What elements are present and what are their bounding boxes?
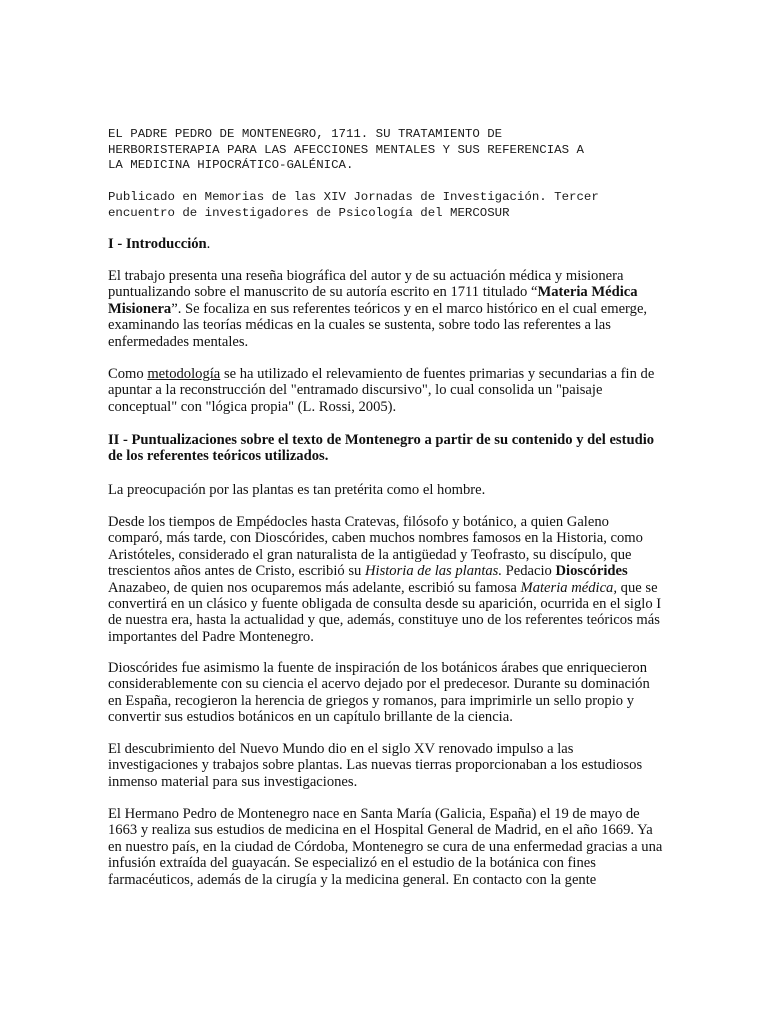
s2p2-text-b: Pedacio [502, 563, 556, 580]
section-1-heading [108, 236, 663, 252]
section-2-heading: II - Puntualizaciones sobre el texto de Montenegro a partir de su contenido y del estudio de los referentes teóricos utilizados. [108, 432, 655, 465]
s2p2-text-c: Anazabeo, de quien nos ocuparemos más adelante, escribió su famosa [108, 579, 521, 596]
section-2-paragraph-5: El Hermano Pedro de Montenegro nace en Santa María (Galicia, España) el 19 de mayo de 1663 y realiza sus estudios de medicina en el Hospital General de Madrid, en el año 1669. Ya en nuestro país, en la ciudad de Córdoba, Montenegro se cura de una enfermedad gracias a una infusión extraída del guayacán. Se especializó en el estudio de la botánica con fines farmacéuticos, además de la cirugía y la medicina general. En contacto con la gente [108, 806, 663, 888]
s1p2-text-a: Como [108, 366, 148, 382]
s1p2-text-b: se ha utilizado el relevamiento de fuentes primarias y secundarias a fin de apuntar a la reconstrucción del "entramado discursivo", lo cual consolida un "paisaje conceptual" con "lógica propia" (L. Rossi, 2005). [108, 366, 655, 415]
document-title [108, 127, 708, 174]
publication-note [108, 190, 708, 221]
publication-line-1: Publicado en Memorias de las XIV Jornadas de Investigación. Tercer [108, 190, 599, 204]
section-1-heading-period: . [206, 236, 211, 252]
section-2-paragraph-1: La preocupación por las plantas es tan pretérita como el hombre. [108, 482, 486, 498]
s2p2-italic-materia: Materia médica, [520, 579, 618, 596]
title-line-1: EL PADRE PEDRO DE MONTENEGRO, 1711. SU TRATAMIENTO DE [108, 127, 503, 141]
s1p1-bold-title: Materia Médica Misionera [108, 284, 638, 317]
s2p2-bold-dioscorides: Dioscórides [555, 563, 628, 580]
section-2-paragraph-2 [108, 514, 663, 645]
s1p1-text-b: ”. Se focaliza en sus referentes teóricos y en el marco histórico en el cual emerge, examinando las teorías médicas en la cuales se sustenta, sobre todo las referentes a las enfermedades mentales. [108, 300, 648, 350]
section-2-paragraph-4: El descubrimiento del Nuevo Mundo dio en el siglo XV renovado impulso a las investigaciones y trabajos sobre plantas. Las nuevas tierras proporcionaban a los estudiosos inmenso material para sus investigaciones. [108, 741, 643, 790]
metodologia-link[interactable]: metodología [147, 366, 221, 382]
section-1-paragraph-2 [108, 366, 663, 415]
section-1-paragraph-1 [108, 268, 663, 350]
s2p2-text-a: Desde los tiempos de Empédocles hasta Cratevas, filósofo y botánico, a quien Galeno comparó, más tarde, con Dioscórides, caben muchos nombres famosos en la Historia, como Aristóteles, considerado el gran naturalista de la antigüedad y Teofrasto, su discípulo, que trescientos años antes de Cristo, escribió su [108, 514, 643, 580]
publication-line-2: encuentro de investigadores de Psicología del MERCOSUR [108, 205, 510, 220]
title-line-2: HERBORISTERAPIA PARA LAS AFECCIONES MENTALES Y SUS REFERENCIAS A [108, 142, 584, 157]
s1p1-text-a: El trabajo presenta una reseña biográfica del autor y de su actuación médica y misionera puntualizando sobre el manuscrito de su autoría escrito en 1711 titulado “ [108, 268, 624, 301]
title-line-3: LA MEDICINA HIPOCRÁTICO-GALÉNICA. [108, 158, 354, 172]
section-1-heading-text: I - Introducción [108, 236, 207, 252]
s2p2-italic-historia: Historia de las plantas. [364, 563, 502, 580]
s2p2-text-d: que se convertirá en un clásico y fuente obligada de consulta desde su aparición, ocurrida en el siglo I de nuestra era, hasta la actualidad y que, además, constituye uno de los referentes teóricos más importantes del Padre Montenegro. [108, 579, 662, 645]
section-2-paragraph-3: Dioscórides fue asimismo la fuente de inspiración de los botánicos árabes que enriquecieron considerablemente con su ciencia el acervo dejado por el predecesor. Durante su dominación en España, recogieron la herencia de griegos y romanos, para imprimirle un sello propio y convertir sus estudios botánicos en un capítulo brillante de la ciencia. [108, 660, 650, 726]
